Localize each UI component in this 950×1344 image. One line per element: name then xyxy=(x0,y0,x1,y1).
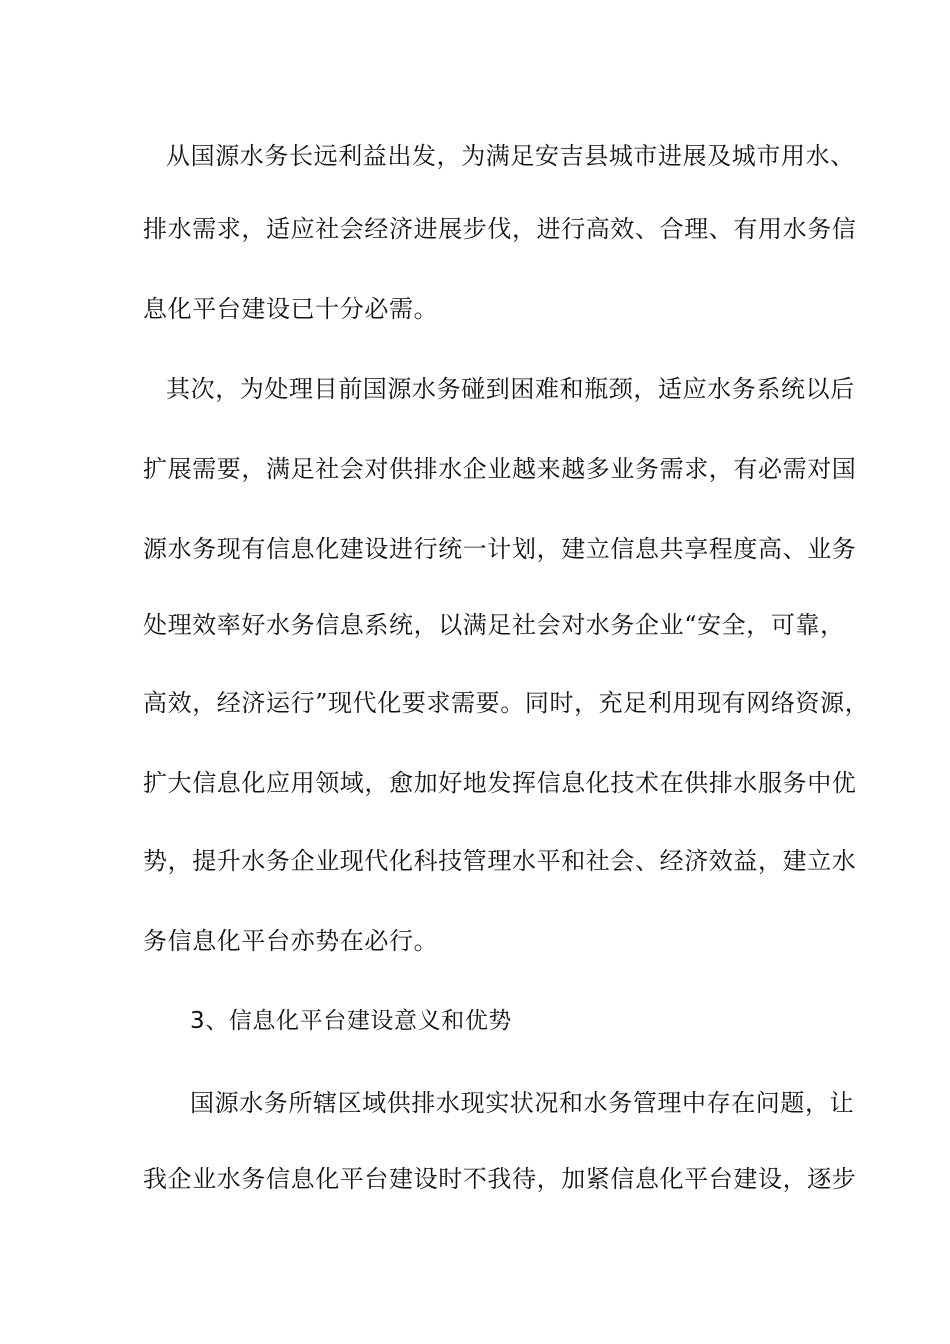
paragraph-1-line-1: 从国源水务长远利益出发，为满足安吉县城市进展及城市用水、 xyxy=(166,142,855,170)
paragraph-2-line-1: 其次，为处理目前国源水务碰到困难和瓶颈，适应水务系统以后 xyxy=(166,375,855,403)
paragraph-2-line-8: 务信息化平台亦势在必行。 xyxy=(143,927,439,955)
paragraph-2-line-4: 处理效率好水务信息系统，以满足社会对水务企业“安全，可靠， xyxy=(143,611,845,639)
paragraph-2-line-2: 扩展需要，满足社会对供排水企业越来越多业务需求，有必需对国 xyxy=(143,455,857,483)
paragraph-2-line-5: 高效，经济运行”现代化要求需要。同时，充足利用现有网络资源， xyxy=(143,689,870,717)
paragraph-2-line-6: 扩大信息化应用领域，愈加好地发挥信息化技术在供排水服务中优 xyxy=(143,769,857,797)
paragraph-1-line-3: 息化平台建设已十分必需。 xyxy=(143,295,439,323)
paragraph-3-line-1: 国源水务所辖区域供排水现实状况和水务管理中存在问题，让 xyxy=(190,1089,855,1117)
paragraph-3-line-2: 我企业水务信息化平台建设时不我待，加紧信息化平台建设，逐步 xyxy=(143,1165,857,1193)
paragraph-2-line-7: 势，提升水务企业现代化科技管理水平和社会、经济效益，建立水 xyxy=(143,847,857,875)
section-heading: 3、信息化平台建设意义和优势 xyxy=(190,1008,513,1034)
paragraph-2-line-3: 源水务现有信息化建设进行统一计划，建立信息共享程度高、业务 xyxy=(143,535,857,563)
paragraph-1-line-2: 排水需求，适应社会经济进展步伐，进行高效、合理、有用水务信 xyxy=(143,215,857,243)
